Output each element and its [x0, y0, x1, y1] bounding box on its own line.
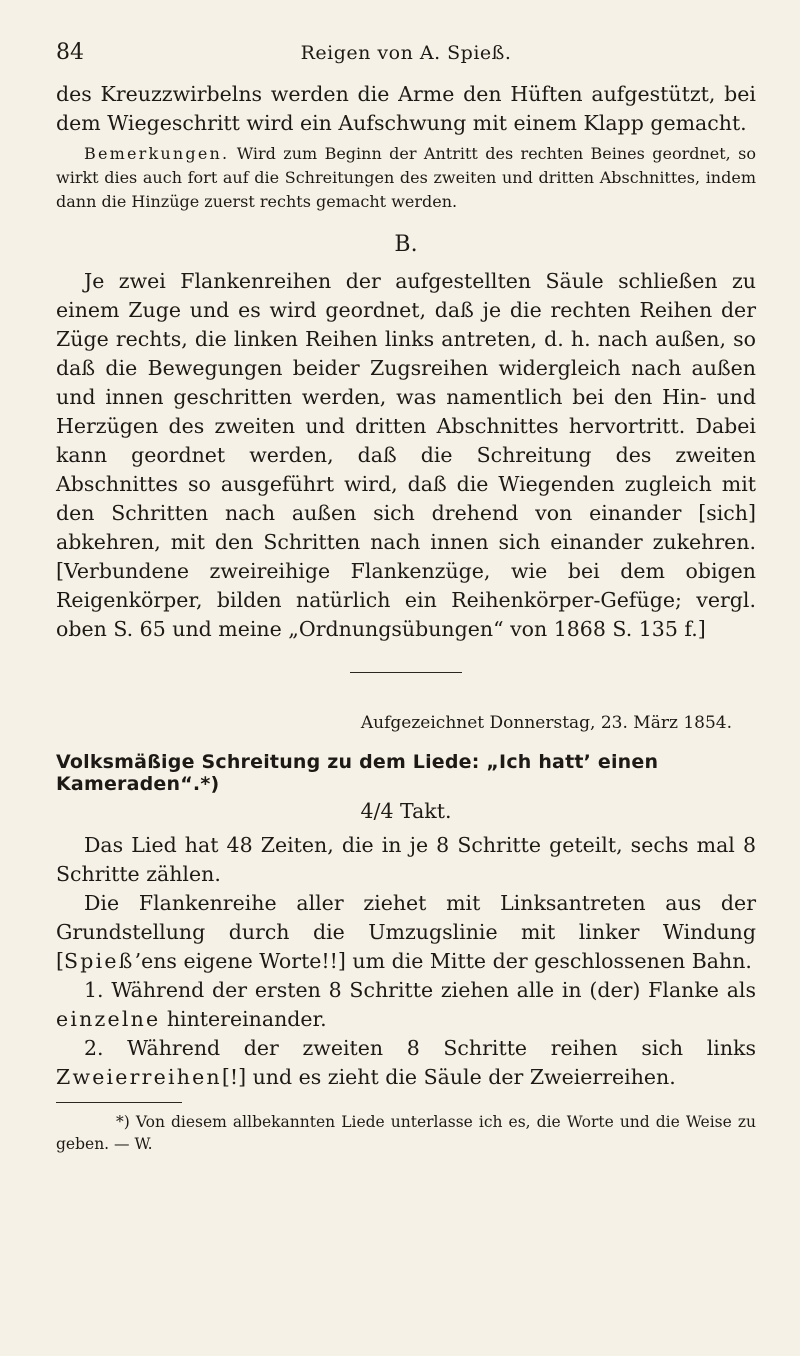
song-paragraph-2-start: Die Flankenreihe aller ziehet mit Linksantreten aus der Grundstellung durch die Umzugslinie mit linker Windung [ — [56, 891, 756, 973]
author-name: Spieß — [64, 949, 135, 973]
section-b-paragraph: Je zwei Flankenreihen der aufgestellten Säule schließen zu einem Zuge und es wird geordnet, daß je die rechten Reihen der Züge rechts, die linken Reihen links antreten, d. h. nach außen, so daß die Bewegungen beider Zugsreihen widergleich nach außen und innen geschritten werden, was namentlich bei den Hin- und Herzügen des zweiten und dritten Abschnittes hervortritt. Dabei kann geordnet werden, daß die Schreitung des zweiten Abschnittes so ausgeführt wird, daß die Wiegenden zugleich mit den Schritten nach außen sich drehend von einander [sich] abkehren, mit den Schritten nach innen sich einander zukehren. [Verbundene zweireihige Flankenzüge, wie bei dem obigen Reigenkörper, bilden natürlich ein Reihenkörper-Gefüge; vergl. oben S. 65 und meine „Ordnungsübungen“ von 1868 S. 135 f.] — [56, 269, 756, 641]
song-paragraph-2 — [56, 889, 756, 976]
page-number: 84 — [56, 40, 84, 65]
list-item-2-end: [!] und es zieht die Säule der Zweierreihen. — [221, 1065, 676, 1089]
list-item-2 — [56, 1034, 756, 1092]
list-item-1 — [56, 976, 756, 1034]
section-heading-b: B. — [394, 232, 418, 257]
list-item-1-end: hintereinander. — [160, 1007, 327, 1031]
list-item-1-emphasis: einzelne — [56, 1007, 161, 1031]
page-header — [56, 36, 756, 80]
running-head: Reigen von A. Spieß. — [300, 42, 512, 64]
song-paragraph-1: Das Lied hat 48 Zeiten, die in je 8 Schritte geteilt, sechs mal 8 Schritte zählen. — [56, 833, 756, 886]
remarks-text: Wird zum Beginn der Antritt des rechten Beines geordnet, so wirkt dies auch fort auf die Schreitungen des zweiten und dritten Abschnittes, indem dann die Hinzüge zuerst rechts gemacht werden. — [56, 144, 756, 211]
tempo-marking: 4/4 Takt. — [360, 799, 452, 823]
song-title: Volksmäßige Schreitung zu dem Liede: „Ich hatt’ einen Kameraden“.*) — [56, 751, 659, 795]
section-divider — [350, 672, 462, 673]
list-item-2-start: 2. Während der zweiten 8 Schritte reihen sich links — [84, 1036, 756, 1060]
dateline: Aufgezeichnet Donnerstag, 23. März 1854. — [360, 713, 732, 733]
footnote-rule — [56, 1102, 182, 1103]
remarks-label: Bemerkungen. — [84, 144, 230, 163]
intro-paragraph: des Kreuzzwirbelns werden die Arme den Hüften aufgestützt, bei dem Wiegeschritt wird ein Aufschwung mit einem Klapp gemacht. — [56, 82, 756, 135]
list-item-1-start: 1. Während der ersten 8 Schritte ziehen alle in (der) Flanke als — [84, 978, 756, 1002]
remarks-paragraph — [56, 142, 756, 214]
footnote: *) Von diesem allbekannten Liede unterlasse ich es, die Worte und die Weise zu geben. — W. — [56, 1113, 756, 1153]
list-item-2-emphasis: Zweierreihen — [56, 1065, 222, 1089]
song-paragraph-2-end: ’ens eigene Worte!!] um die Mitte der geschlossenen Bahn. — [134, 949, 752, 973]
